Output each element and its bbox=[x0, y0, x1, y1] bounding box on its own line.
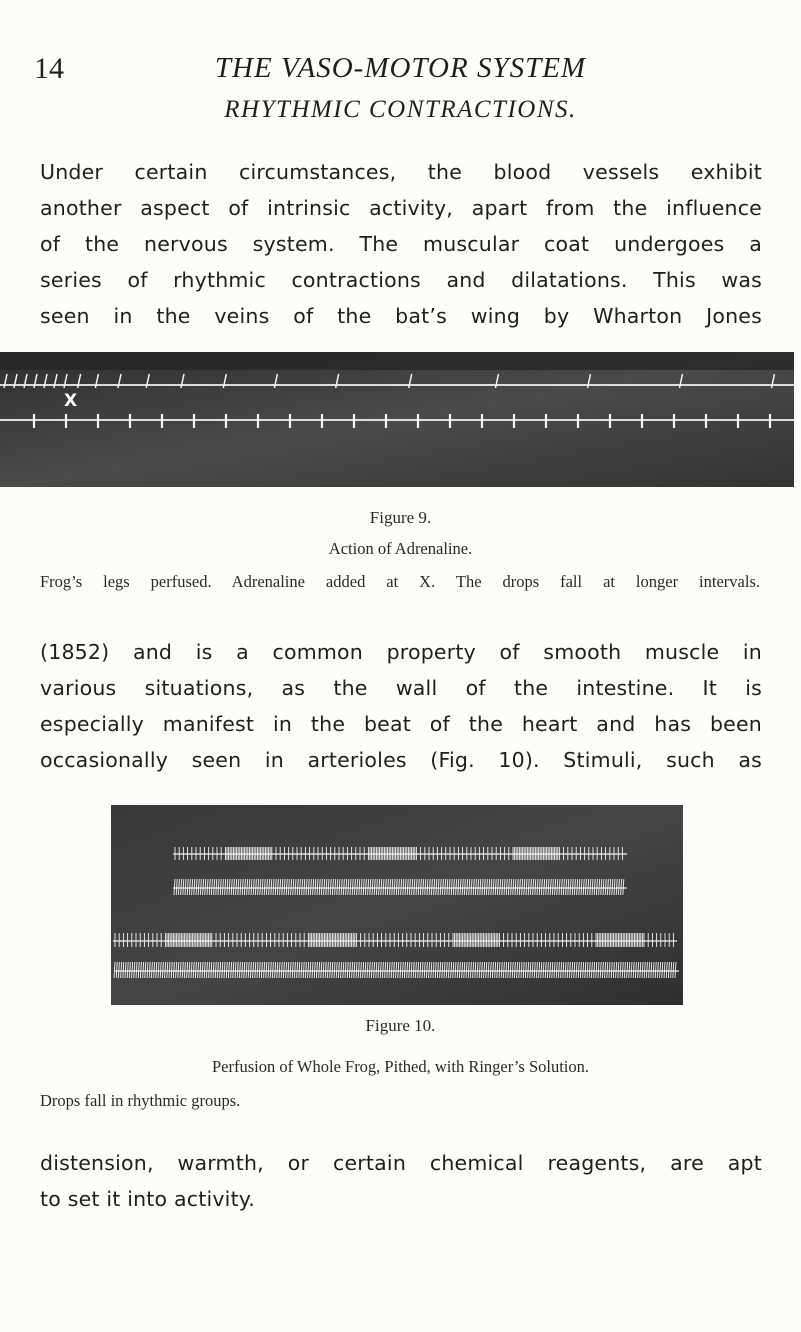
page-number: 14 bbox=[34, 52, 64, 85]
text-line: various situations, as the wall of the intestine. It is bbox=[40, 676, 762, 700]
figure-10-caption: Drops fall in rhythmic groups. bbox=[40, 1091, 241, 1110]
running-head: THE VASO-MOTOR SYSTEM bbox=[214, 52, 587, 84]
text-line: series of rhythmic contractions and dilatations. This was bbox=[40, 268, 762, 292]
text-line: occasionally seen in arterioles (Fig. 10). Stimuli, such as bbox=[40, 748, 762, 772]
text-line: another aspect of intrinsic activity, apart from the influence bbox=[40, 196, 762, 220]
text-line: Under certain circumstances, the blood vessels exhibit bbox=[40, 160, 762, 184]
section-title: RHYTHMIC CONTRACTIONS. bbox=[224, 96, 577, 123]
text-line: to set it into activity. bbox=[40, 1187, 255, 1211]
figure-9-tracing bbox=[0, 352, 794, 487]
text-line: especially manifest in the beat of the heart and has been bbox=[40, 712, 762, 736]
figure-9-title: Action of Adrenaline. bbox=[328, 539, 473, 558]
figure-10-tracing bbox=[111, 805, 683, 1005]
text-line: (1852) and is a common property of smooth muscle in bbox=[40, 640, 762, 664]
text-line: of the nervous system. The muscular coat undergoes a bbox=[40, 232, 762, 256]
figure-9-label: Figure 9. bbox=[369, 508, 432, 527]
text-line: seen in the veins of the bat’s wing by Wharton Jones bbox=[40, 304, 762, 328]
figure-10-label: Figure 10. bbox=[365, 1016, 436, 1035]
text-line: distension, warmth, or certain chemical reagents, are apt bbox=[40, 1151, 762, 1175]
figure-9-caption: Frog’s legs perfused. Adrenaline added at X. The drops fall at longer intervals. bbox=[40, 572, 760, 591]
figure-10-title: Perfusion of Whole Frog, Pithed, with Ringer’s Solution. bbox=[211, 1057, 590, 1076]
adrenaline-marker: X bbox=[64, 391, 78, 411]
